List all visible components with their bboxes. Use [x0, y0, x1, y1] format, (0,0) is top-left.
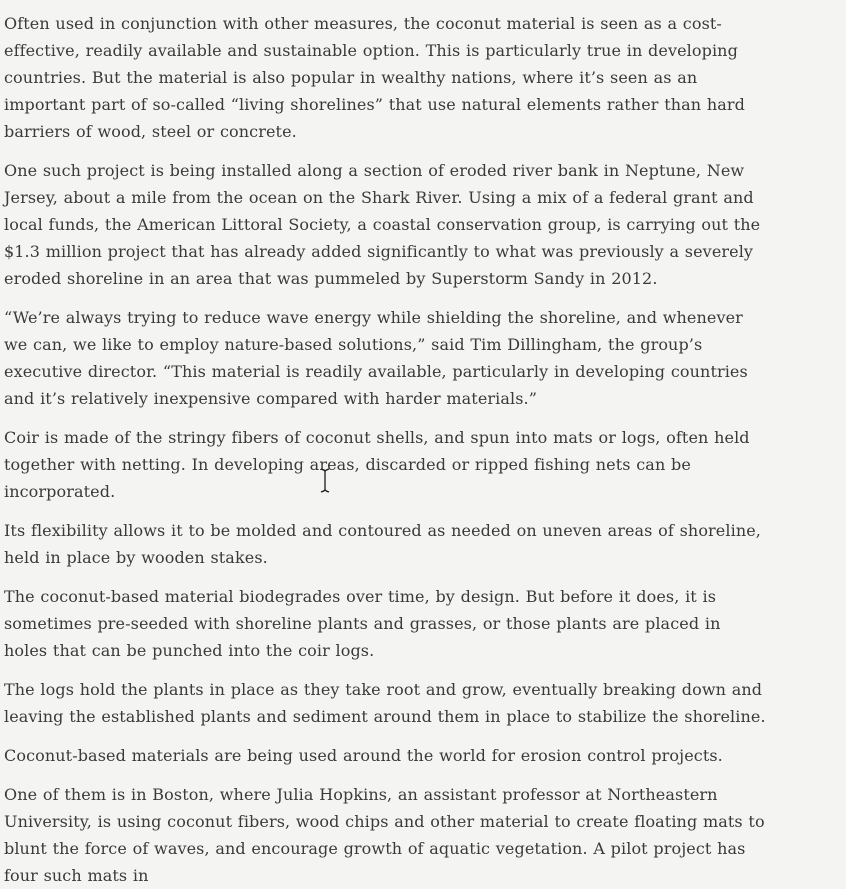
article-paragraph: Often used in conjunction with other measures, the coconut material is seen as a cost-effective, readily available and sustainable option. This is particularly true in developing countries. But the material is also popular in wealthy nations, where it’s seen as an important part of so-called “living shorelines” that use natural elements rather than hard barriers of wood, steel or concrete. — [4, 14, 745, 141]
article-paragraph: The logs hold the plants in place as they take root and grow, eventually breaking down and leaving the established plants and sediment around them in place to stabilize the shoreline. — [4, 680, 766, 726]
article-paragraph: One of them is in Boston, where Julia Hopkins, an assistant professor at Northeastern University, is using coconut fibers, wood chips and other material to create floating mats to blunt the force of waves, and encourage growth of aquatic vegetation. A pilot project has four such mats in — [4, 785, 765, 885]
article-paragraph: “We’re always trying to reduce wave energy while shielding the shoreline, and whenever we can, we like to employ nature-based solutions,” said Tim Dillingham, the group’s executive director. “This material is readily available, particularly in developing countries and it’s relatively inexpensive compared with harder materials.” — [4, 308, 748, 408]
article-paragraph: Coir is made of the stringy fibers of coconut shells, and spun into mats or logs, often held together with netting. In developing areas, discarded or ripped fishing nets can be incorporated. — [4, 428, 750, 501]
article-paragraph: Coconut-based materials are being used around the world for erosion control projects. — [4, 746, 723, 765]
article-paragraph: One such project is being installed along a section of eroded river bank in Neptune, New Jersey, about a mile from the ocean on the Shark River. Using a mix of a federal grant and local funds, the American Littoral Society, a coastal conservation group, is carrying out the $1.3 million project that has already added significantly to what was previously a severely eroded shoreline in an area that was pummeled by Superstorm Sandy in 2012. — [4, 161, 761, 288]
article-paragraph: The coconut-based material biodegrades over time, by design. But before it does, it is sometimes pre-seeded with shoreline plants and grasses, or those plants are placed in holes that can be punched into the coir logs. — [4, 587, 721, 660]
article-paragraph: Its flexibility allows it to be molded and contoured as needed on uneven areas of shoreline, held in place by wooden stakes. — [4, 521, 761, 567]
